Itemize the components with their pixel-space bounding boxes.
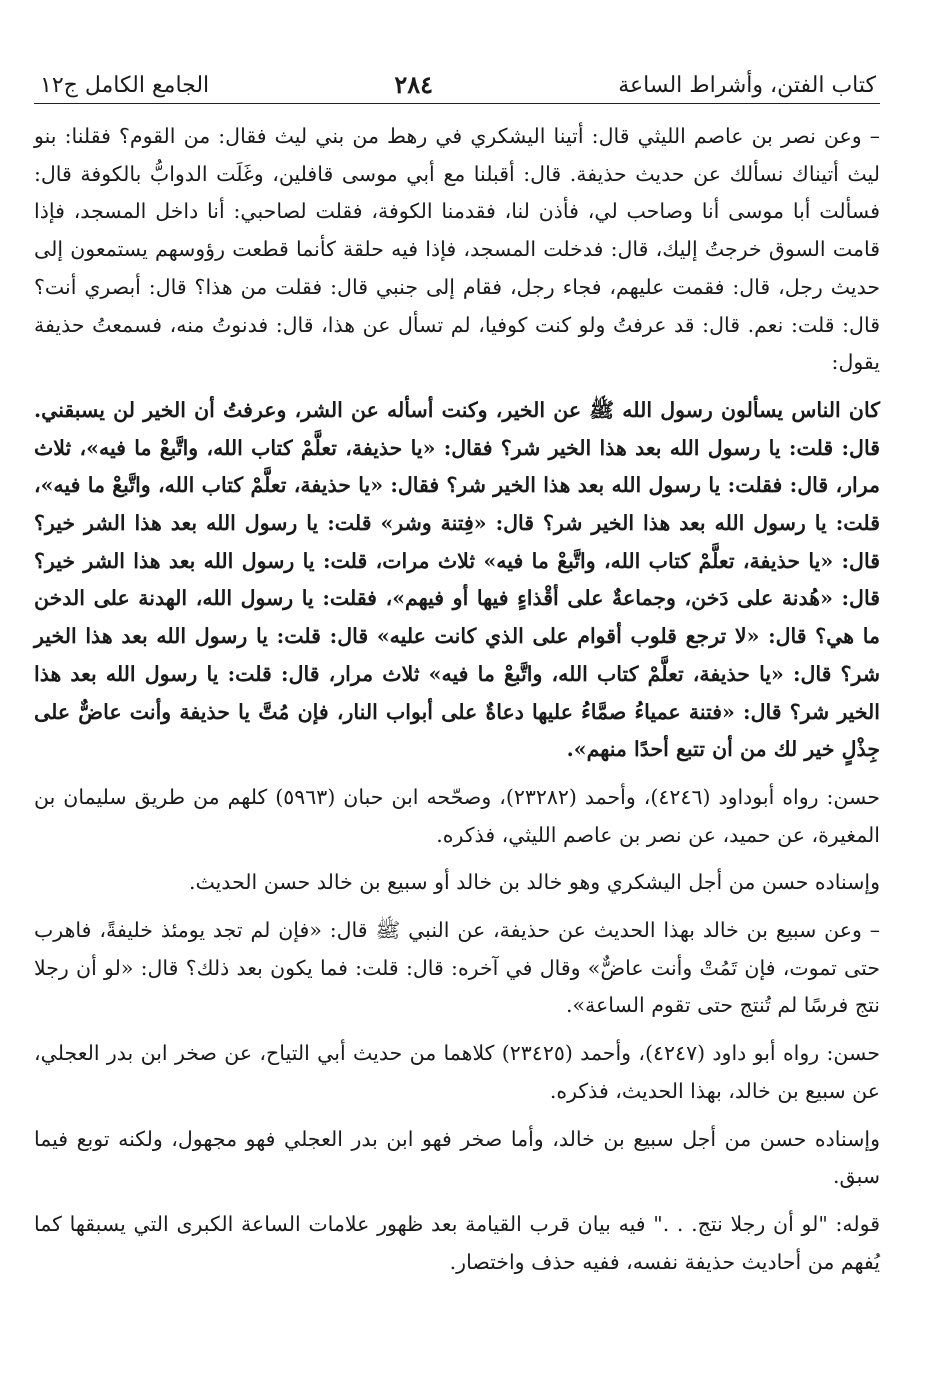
takhrij-paragraph-2: حسن: رواه أبو داود (٤٢٤٧)، وأحمد (٢٣٤٢٥) كلاهما من حديث أبي التياح، عن صخر ابن بدر العجلي، عن سبيع بن خالد، بهذا الحديث، فذكره. [34, 1041, 880, 1103]
page-body [34, 118, 880, 1281]
book-title: كتاب الفتن، وأشراط الساعة [618, 73, 876, 98]
hadith-text-paragraph: كان الناس يسألون رسول الله ﷺ عن الخير، وكنت أسأله عن الشر، وعرفتُ أن الخير لن يسبقني. قال: قلت: يا رسول الله بعد هذا الخير شر؟ فقال: «يا حذيفة، تعلَّمْ كتاب الله، واتَّبعْ ما فيه»، ثلاث مرار، قال: فقلت: يا رسول الله بعد هذا الخير شر؟ فقال: «يا حذيفة، تعلَّمْ كتاب الله، واتَّبعْ ما فيه»، قلت: يا رسول الله بعد هذا الخير شر؟ قال: «فِتنة وشر» قلت: يا رسول الله بعد هذا الشر خير؟ قال: «يا حذيفة، تعلَّمْ كتاب الله، واتَّبعْ ما فيه» ثلاث مرات، قلت: يا رسول الله بعد هذا الشر خير؟ قال: «هُدنة على دَخن، وجماعةٌ على أقْذاءٍ فيها أو فيهم»، فقلت: يا رسول الله، الهدنة على الدخن ما هي؟ قال: «لا ترجع قلوب أقوام على الذي كانت عليه» قال: قلت: يا رسول الله بعد هذا الخير شر؟ قال: «يا حذيفة، تعلَّمْ كتاب الله، واتَّبعْ ما فيه» ثلاث مرار، قال: قلت: يا رسول الله بعد هذا الخير شر؟ قال: «فتنة عمياءُ صمَّاءُ عليها دعاةٌ على أبواب النار، فإن مُتَّ يا حذيفة وأنت عاضٌّ على جِذْلٍ خير لك من أن تتبع أحدًا منهم». [34, 397, 880, 762]
hadith-narration-paragraph: – وعن نصر بن عاصم الليثي قال: أتينا اليشكري في رهط من بني ليث فقال: من القوم؟ فقلنا: بنو ليث أتيناك نسألك عن حديث حذيفة. قال: أقبلنا مع أبي موسى قافلين، وغَلَت الدوابُّ بالكوفة قال: فسألت أبا موسى أنا وصاحب لي، فأذن لنا، فقدمنا الكوفة، فقلت لصاحبي: أنا داخل المسجد، فإذا قامت السوق خرجتُ إليك، قال: فدخلت المسجد، فإذا فيه حلقة كأنما قطعت رؤوسهم يستمعون إلى حديث رجل، قال: فقمت عليهم، فجاء رجل، فقام إلى جنبي قال: فقلت من هذا؟ قال: أبصري أنت؟ قال: قلت: نعم. قال: قد عرفتُ ولو كنت كوفيا، لم تسأل عن هذا، قال: فدنوتُ منه، فسمعتُ حذيفة يقول: [34, 124, 880, 375]
takhrij-paragraph: حسن: رواه أبوداود (٤٢٤٦)، وأحمد (٢٣٢٨٢)، وصحّحه ابن حبان (٥٩٦٣) كلهم من طريق سليمان بن المغيرة، عن حميد، عن نصر بن عاصم الليثي، فذكره. [34, 784, 880, 847]
hadith-narration-paragraph-2: – وعن سبيع بن خالد بهذا الحديث عن حذيفة، عن النبي ﷺ قال: «فإن لم تجد يومئذ خليفةً، فاهرب حتى تموت، فإن تَمُتْ وأنت عاضٌّ» وقال في آخره: قال: قلت: فما يكون بعد ذلك؟ قال: «لو أن رجلا نتج فرسًا لم تُنتج حتى تقوم الساعة». [34, 918, 880, 1018]
commentary-paragraph: قوله: "لو أن رجلا نتج. . ." فيه بيان قرب القيامة بعد ظهور علامات الساعة الكبرى التي يسبقها كما يُفهم من أحاديث حذيفة نفسه، ففيه حذف واختصار. [34, 1211, 880, 1274]
isnad-note-paragraph-2: وإسناده حسن من أجل سبيع بن خالد، وأما صخر فهو ابن بدر العجلي فهو مجهول، ولكنه توبع فيما سبق. [34, 1126, 880, 1189]
page-number: ٢٨٤ [394, 70, 434, 99]
page-header [34, 58, 880, 104]
volume-title: الجامع الكامل ج١٢ [40, 73, 210, 98]
isnad-note-paragraph: وإسناده حسن من أجل اليشكري وهو خالد بن خالد أو سبيع بن خالد حسن الحديث. [188, 870, 880, 895]
